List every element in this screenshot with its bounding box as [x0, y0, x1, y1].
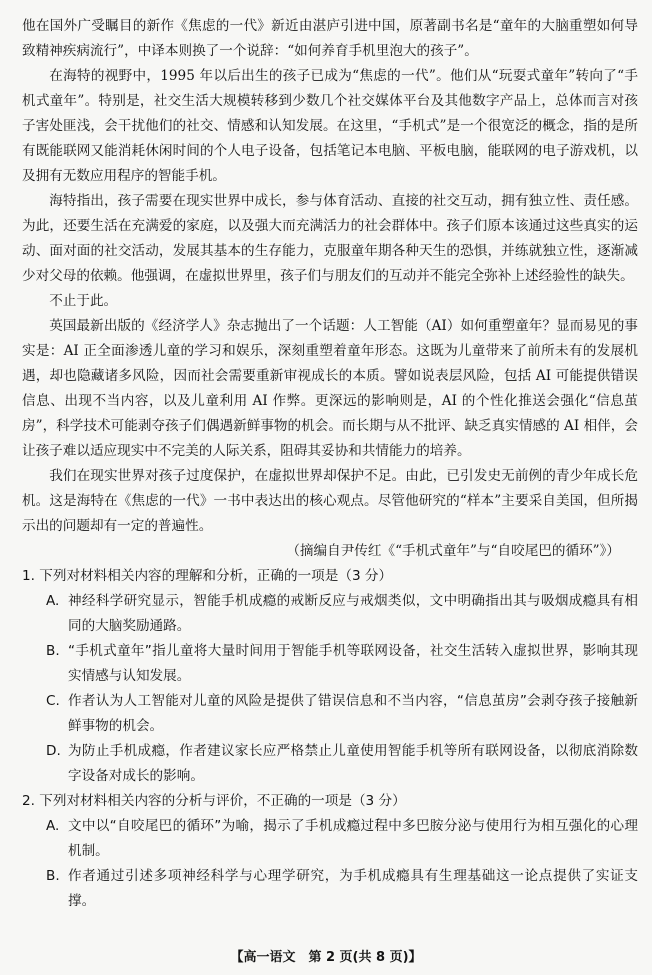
answer-option	[46, 589, 638, 639]
answer-option	[46, 814, 638, 864]
option-text: 文中以“自咬尾巴的循环”为喻，揭示了手机成瘾过程中多巴胺分泌与使用行为相互强化的心理机制。	[68, 818, 638, 859]
option-letter: D.	[46, 743, 61, 759]
passage-paragraph: 不止于此。	[49, 293, 118, 309]
option-letter: B.	[46, 868, 60, 884]
page-footer: 【高一语文 第 2 页(共 8 页)】	[230, 950, 422, 965]
source-citation: （摘编自尹传红《“手机式童年”与“自咬尾巴的循环”》）	[286, 543, 620, 559]
option-letter: B.	[46, 643, 60, 659]
answer-option	[46, 864, 638, 914]
option-letter: C.	[46, 693, 60, 709]
option-letter: A.	[46, 818, 60, 834]
passage-paragraph: 我们在现实世界对孩子过度保护，在虚拟世界却保护不足。由此，已引发史无前例的青少年成长危机。这是海特在《焦虑的一代》一书中表达出的核心观点。尽管他研究的“样本”主要采自美国，但所揭示出的问题却有一定的普遍性。	[22, 468, 638, 534]
question-stem: 1. 下列对材料相关内容的理解和分析，正确的一项是（3 分）	[22, 568, 393, 584]
passage-paragraph: 海特指出，孩子需要在现实世界中成长，参与体育活动、直接的社交互动，拥有独立性、责任感。为此，还要生活在充满爱的家庭，以及强大而充满活力的社会群体中。孩子们原本该通过这些真实的运动、面对面的社交活动，发展其基本的生存能力，克服童年期各种天生的恐惧，并练就独立性，逐渐减少对父母的依赖。他强调，在虚拟世界里，孩子们与朋友们的互动并不能完全弥补上述经验性的缺失。	[22, 193, 638, 284]
option-text: 神经科学研究显示，智能手机成瘾的戒断反应与戒烟类似，文中明确指出其与吸烟成瘾具有相同的大脑奖励通路。	[68, 593, 638, 634]
answer-option	[46, 639, 638, 689]
answer-option	[46, 689, 638, 739]
passage-paragraph: 英国最新出版的《经济学人》杂志抛出了一个话题：人工智能（AI）如何重塑童年？显而易见的事实是：AI 正全面渗透儿童的学习和娱乐，深刻重塑着童年形态。这既为儿童带来了前所未有的发展机遇，却也隐藏诸多风险，因而社会需要重新审视成长的本质。譬如说表层风险，包括 AI 可能提供错误信息、出现不当内容，以及儿童利用 AI 作弊。更深远的影响则是，AI 的个性化推送会强化“信息茧房”，科学技术可能剥夺孩子们偶遇新鲜事物的机会。而长期与从不批评、缺乏真实情感的 AI 相伴，会让孩子难以适应现实中不完美的人际关系，阻碍其妥协和共情能力的培养。	[22, 318, 638, 459]
reading-passage	[22, 14, 638, 539]
questions-section	[22, 564, 638, 914]
answer-option	[46, 739, 638, 789]
passage-paragraph: 他在国外广受瞩目的新作《焦虑的一代》新近由湛庐引进中国，原著副书名是“童年的大脑重塑如何导致精神疾病流行”，中译本则换了一个说辞：“如何养育手机里泡大的孩子”。	[22, 18, 638, 59]
option-text: 作者认为人工智能对儿童的风险是提供了错误信息和不当内容，“信息茧房”会剥夺孩子接触新鲜事物的机会。	[68, 693, 638, 734]
option-letter: A.	[46, 593, 60, 609]
option-text: 作者通过引述多项神经科学与心理学研究，为手机成瘾具有生理基础这一论点提供了实证支撑。	[68, 868, 638, 909]
question-stem: 2. 下列对材料相关内容的分析与评价，不正确的一项是（3 分）	[22, 793, 406, 809]
passage-paragraph: 在海特的视野中，1995 年以后出生的孩子已成为“焦虑的一代”。他们从“玩耍式童年”转向了“手机式童年”。特别是，社交生活大规模转移到少数几个社交媒体平台及其他数字产品上，总体而言对孩子害处匪浅，会干扰他们的社交、情感和认知发展。在这里，“手机式”是一个很宽泛的概念，指的是所有既能联网又能消耗休闲时间的个人电子设备，包括笔记本电脑、平板电脑，能联网的电子游戏机，以及拥有无数应用程序的智能手机。	[22, 68, 638, 184]
option-text: 为防止手机成瘾，作者建议家长应严格禁止儿童使用智能手机等所有联网设备，以彻底消除数字设备对成长的影响。	[68, 743, 638, 784]
option-text: “手机式童年”指儿童将大量时间用于智能手机等联网设备，社交生活转入虚拟世界，影响其现实情感与认知发展。	[68, 643, 638, 684]
